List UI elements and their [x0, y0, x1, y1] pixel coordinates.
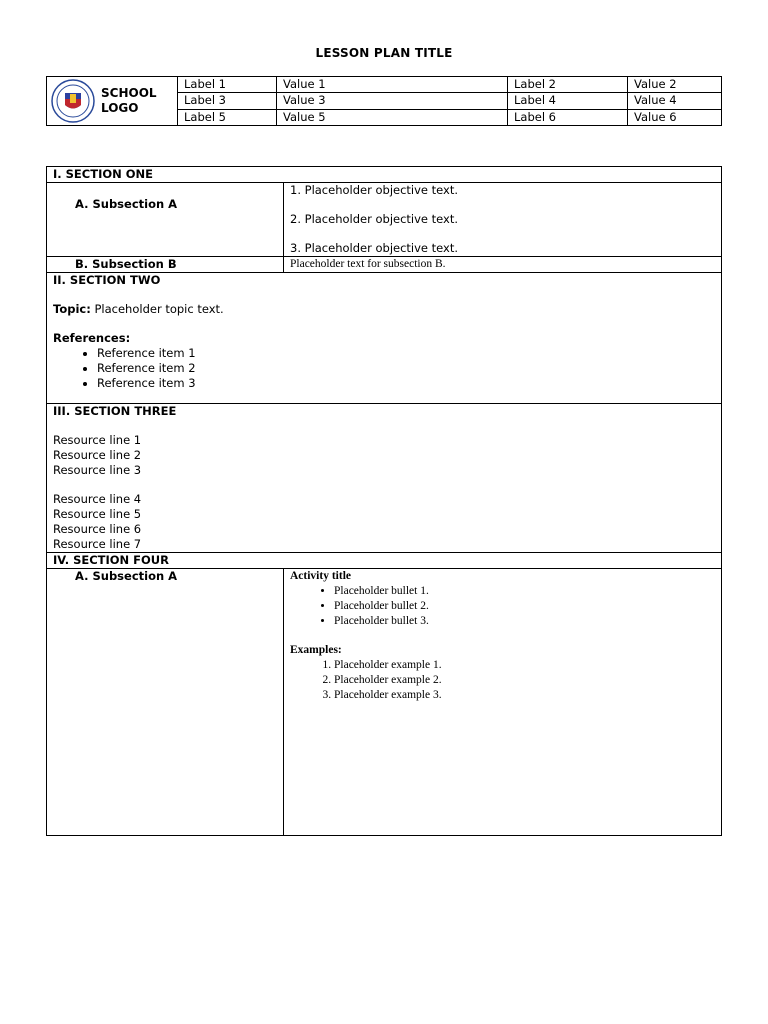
- subsection-label: A. Subsection A: [47, 569, 284, 836]
- resource-line: Resource line 2: [53, 448, 142, 462]
- section-heading: IV. SECTION FOUR: [47, 553, 722, 569]
- resource-line: Resource line 3: [53, 463, 142, 477]
- list-item: 3. Placeholder example 3.: [334, 688, 715, 703]
- header-label: Label 6: [508, 109, 628, 125]
- header-label: Label 2: [508, 77, 628, 93]
- document-title: LESSON PLAN TITLE: [315, 46, 453, 60]
- header-label: Label 1: [178, 77, 277, 93]
- objective-item: 3. Placeholder objective text.: [290, 241, 459, 255]
- procedure-content: [284, 569, 722, 836]
- resources-section: [47, 404, 722, 553]
- header-label: Label 5: [178, 109, 277, 125]
- list-item: • Placeholder bullet 1.: [334, 584, 715, 599]
- header-value: Value 2: [628, 77, 722, 93]
- objective-item: 2. Placeholder objective text.: [290, 212, 459, 226]
- logo-cell: [47, 77, 178, 126]
- references-label: References:: [53, 331, 131, 345]
- list-item: • Reference item 1: [97, 346, 715, 361]
- resource-line: Resource line 5: [53, 507, 142, 521]
- header-value: Value 3: [277, 93, 508, 109]
- list-item: • Placeholder bullet 2.: [334, 599, 715, 614]
- content-section: [47, 273, 722, 404]
- objectives-list: [284, 183, 722, 257]
- header-label: Label 4: [508, 93, 628, 109]
- subsection-label: B. Subsection B: [47, 257, 284, 273]
- section-heading: I. SECTION ONE: [47, 167, 722, 183]
- subsection-text: Placeholder text for subsection B.: [284, 257, 722, 273]
- objective-item: 1. Placeholder objective text.: [290, 183, 459, 197]
- list-item: • Reference item 2: [97, 361, 715, 376]
- examples-title: Examples:: [290, 644, 342, 656]
- brand-label: SCHOOL LOGO: [101, 86, 157, 115]
- resource-line: Resource line 1: [53, 433, 142, 447]
- header-label: Label 3: [178, 93, 277, 109]
- header-value: Value 6: [628, 109, 722, 125]
- topic-label: Topic:: [53, 302, 91, 316]
- activity-title: Activity title: [290, 570, 351, 582]
- list-item: • Placeholder bullet 3.: [334, 614, 715, 629]
- references-list: [53, 346, 715, 391]
- header-value: Value 4: [628, 93, 722, 109]
- school-seal-icon: [51, 79, 95, 123]
- header-table: [46, 76, 722, 126]
- examples-list: [290, 658, 715, 703]
- list-item: 2. Placeholder example 2.: [334, 673, 715, 688]
- header-value: Value 5: [277, 109, 508, 125]
- lesson-plan-table: [46, 166, 722, 836]
- list-item: 1. Placeholder example 1.: [334, 658, 715, 673]
- resource-line: Resource line 7: [53, 537, 142, 551]
- procedure-bullets: [290, 584, 715, 629]
- list-item: • Reference item 3: [97, 376, 715, 391]
- section-heading: III. SECTION THREE: [53, 404, 177, 418]
- section-heading: II. SECTION TWO: [53, 273, 161, 287]
- topic-text: Placeholder topic text.: [94, 302, 224, 316]
- resource-line: Resource line 6: [53, 522, 142, 536]
- resource-line: Resource line 4: [53, 492, 142, 506]
- header-value: Value 1: [277, 77, 508, 93]
- subsection-label: A. Subsection A: [47, 183, 284, 257]
